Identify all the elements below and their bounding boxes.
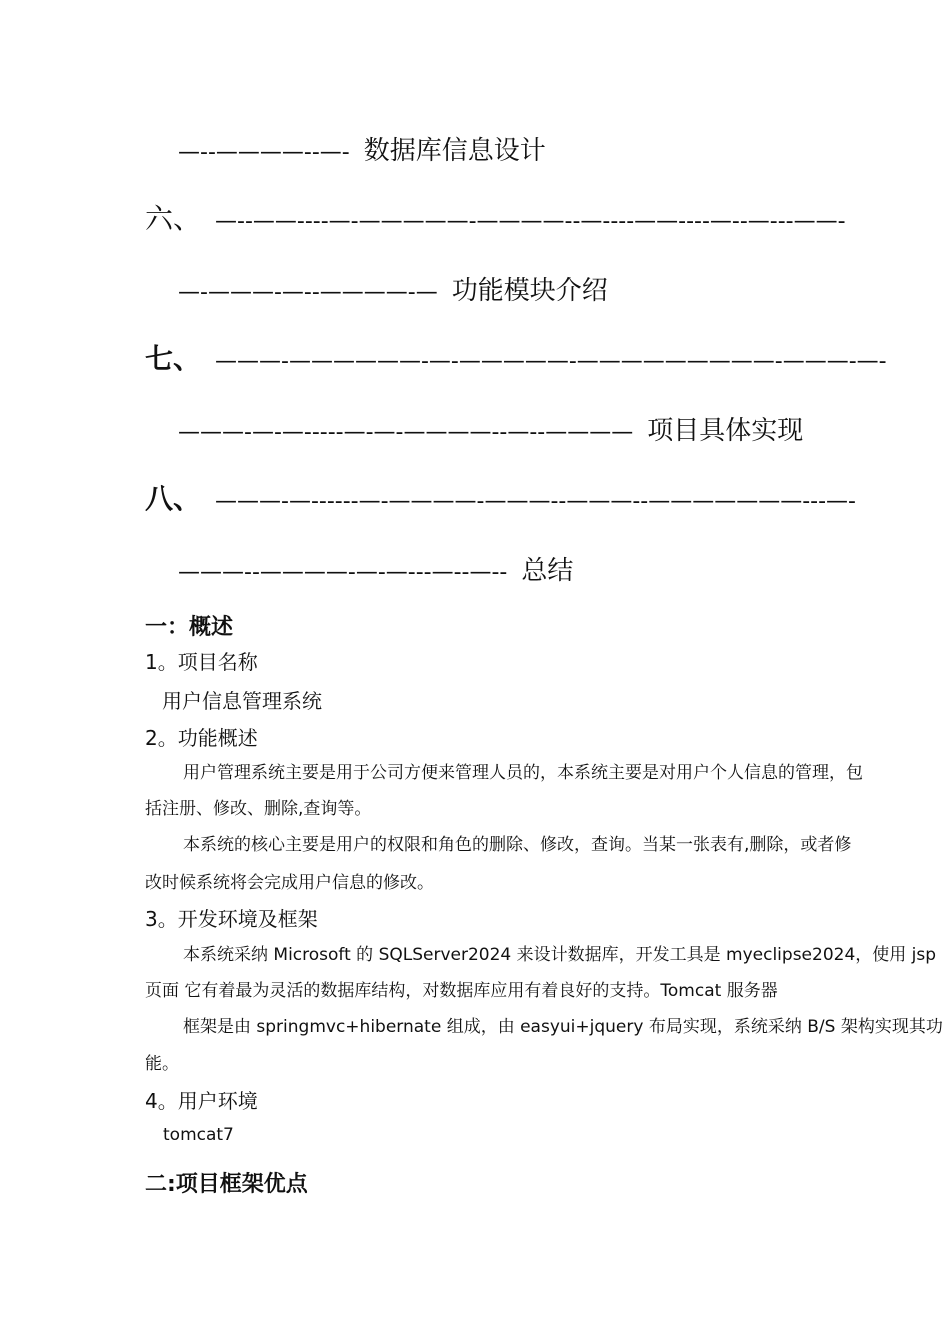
toc-leader-dots: ———-——————-—-—————-—————————-———-—- bbox=[215, 349, 887, 374]
paragraph-line: 本系统的核心主要是用户的权限和角色的删除、修改，查询。当某一张表有,删除，或者修 bbox=[183, 835, 852, 855]
paragraph-line: 框架是由 springmvc+hibernate 组成，由 easyui+jquery 布局实现，系统采纳 B/S 架构实现其功 bbox=[183, 1017, 943, 1037]
toc-entry-number: 六、 bbox=[145, 202, 202, 235]
subheading-function-overview: 2。功能概述 bbox=[145, 726, 258, 750]
toc-entry-title: 数据库信息设计 bbox=[363, 136, 546, 166]
paragraph-line: 用户管理系统主要是用于公司方便来管理人员的，本系统主要是对用户个人信息的管理，包 bbox=[183, 763, 863, 783]
toc-entry-5-continuation bbox=[178, 130, 546, 167]
paragraph-line: 括注册、修改、删除,查询等。 bbox=[145, 799, 372, 819]
section-heading-framework-advantages: 二:项目框架优点 bbox=[145, 1172, 308, 1197]
user-environment-text: tomcat7 bbox=[163, 1125, 234, 1145]
toc-leader-dots: ———-—-—-----—-—-————--—--———— bbox=[178, 420, 634, 445]
toc-entry-8-continuation bbox=[178, 550, 573, 587]
toc-leader-dots: ———--————-—-—---—--—-- bbox=[178, 560, 508, 585]
toc-entry-title: 项目具体实现 bbox=[647, 416, 804, 446]
paragraph-line: 能。 bbox=[145, 1054, 179, 1074]
toc-entry-7-continuation bbox=[178, 410, 803, 447]
toc-entry-7 bbox=[145, 337, 887, 377]
toc-entry-title: 功能模块介绍 bbox=[451, 276, 608, 306]
project-name-text: 用户信息管理系统 bbox=[162, 689, 322, 713]
section-heading-overview: 一：概述 bbox=[145, 615, 234, 640]
toc-entry-6 bbox=[145, 197, 846, 237]
toc-entry-8 bbox=[145, 477, 856, 517]
toc-entry-number: 七、 bbox=[145, 342, 202, 375]
toc-entry-title: 总结 bbox=[521, 556, 574, 586]
toc-entry-6-continuation bbox=[178, 270, 608, 307]
toc-leader-dots: —-———-—--————-— bbox=[178, 280, 438, 305]
toc-leader-dots: ———-—------—-————-———--———--———————---—- bbox=[215, 489, 856, 514]
paragraph-line: 本系统采纳 Microsoft 的 SQLServer2024 来设计数据库，开发工具是 myeclipse2024，使用 jsp bbox=[183, 945, 937, 965]
toc-leader-dots: —--——----—-—————-————--—----——----—--—---——- bbox=[215, 209, 846, 234]
paragraph-line: 页面 它有着最为灵活的数据库结构，对数据库应用有着良好的支持。Tomcat 服务器 bbox=[145, 981, 778, 1001]
toc-leader-dots: —--————--—- bbox=[178, 140, 350, 165]
subheading-dev-environment: 3。开发环境及框架 bbox=[145, 907, 318, 931]
toc-entry-number: 八、 bbox=[145, 482, 202, 515]
subheading-user-environment: 4。用户环境 bbox=[145, 1089, 258, 1113]
subheading-project-name: 1。项目名称 bbox=[145, 650, 258, 674]
paragraph-line: 改时候系统将会完成用户信息的修改。 bbox=[145, 873, 434, 893]
